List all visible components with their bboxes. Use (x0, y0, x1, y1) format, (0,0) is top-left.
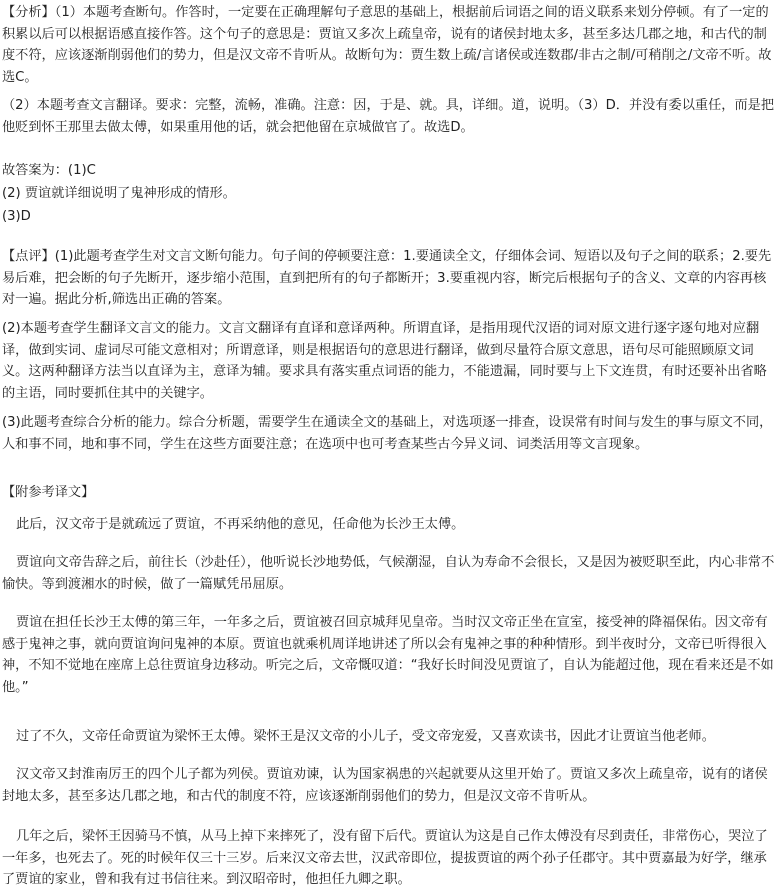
comment-paragraph-1: 【点评】(1)此题考查学生对文言文断句能力。句子间的停顿要注意：1.要通读全文，仔细体会词、短语以及句子之间的联系；2.要先易后难，把会断的句子先断开，逐步缩小范围，直到把所有的句子都断开；3.要重视内容，断完后根据句子的含义、文章的内容再核对一遍。据此分析,筛选出正确的答案。 (2, 249, 772, 307)
comment-paragraph-3: (3)此题考查综合分析的能力。综合分析题，需要学生在通读全文的基础上，对选项逐一排查，设误常有时间与发生的事与原文不同，人和事不同，地和事不同，学生在这些方面要注意；在选项中也可考查某些古今异义词、词类活用等文言现象。 (2, 415, 773, 452)
translation-paragraph-6: 几年之后，梁怀王因骑马不慎，从马上掉下来摔死了，没有留下后代。贾谊认为这是自己作太傅没有尽到责任，非常伤心，哭泣了一年多，也死去了。死的时候年仅三十三岁。后来汉文帝去世，汉武帝即位，提拔贾谊的两个孙子任郡守。其中贾嘉最为好学，继承了贾谊的家业，曾和我有过书信往来。到汉昭帝时，他担任九卿之职。 (2, 829, 768, 887)
translation-paragraph-5: 汉文帝又封淮南厉王的四个儿子都为列侯。贾谊劝谏，认为国家祸患的兴起就要从这里开始了。贾谊又多次上疏皇帝，说有的诸侯封地太多，甚至多达几郡之地，和古代的制度不符，应该逐渐削弱他们的势力，但是汉文帝不肯听从。 (2, 767, 768, 804)
analysis-paragraph-1: 【分析】（1）本题考查断句。作答时，一定要在正确理解句子意思的基础上，根据前后词语之间的语义联系来划分停顿。有了一定的积累以后可以根据语感直接作答。这个句子的意思是：贾谊又多次上疏皇帝，说有的诸侯封地太多，甚至多达几郡之地，和古代的制度不符，应该逐渐削弱他们的势力，但是汉文帝不肯听从。故断句为：贾生数上疏/言诸侯或连数郡/非古之制/可稍削之/文帝不听。故选C。 (2, 5, 772, 85)
answer-line-2: (2) 贾谊就详细说明了鬼神形成的情形。 (2, 186, 236, 201)
translation-paragraph-2: 贾谊向文帝告辞之后，前往长（沙赴任），他听说长沙地势低，气候潮湿，自认为寿命不会很长，又是因为被贬职至此，内心非常不愉快。等到渡湘水的时候，做了一篇赋凭吊屈原。 (2, 555, 775, 592)
answer-line-3: (3)D (2, 209, 31, 224)
translation-paragraph-1: 此后，汉文帝于是就疏远了贾谊，不再采纳他的意见，任命他为长沙王太傅。 (16, 517, 465, 532)
translation-heading: 【附参考译文】 (2, 485, 95, 500)
comment-paragraph-2: (2)本题考查学生翻译文言文的能力。文言文翻译有直译和意译两种。所谓直译，是指用现代汉语的词对原文进行逐字逐句地对应翻译，做到实词、虚词尽可能文意相对；所谓意译，则是根据语句的意思进行翻译，做到尽量符合原文意思，语句尽可能照顾原文词义。这两种翻译方法当以直译为主，意译为辅。要求具有落实重点词语的能力，不能遗漏，同时要与上下文连贯，有时还要补出省略的主语，同时要抓住其中的关键字。 (2, 321, 767, 401)
analysis-paragraph-2: （2）本题考查文言翻译。要求：完整，流畅，准确。注意：因，于是、就。具，详细。道，说明。（3）D．并没有委以重任，而是把他贬到怀王那里去做太傅，如果重用他的话，就会把他留在京城做官了。故选D。 (2, 98, 775, 135)
translation-paragraph-4: 过了不久，文帝任命贾谊为梁怀王太傅。梁怀王是汉文帝的小儿子，受文帝宠爱，又喜欢读书，因此才让贾谊当他老师。 (16, 729, 715, 744)
answer-line-1: 故答案为：(1)C (2, 163, 96, 178)
translation-paragraph-3: 贾谊在担任长沙王太傅的第三年，一年多之后，贾谊被召回京城拜见皇帝。当时汉文帝正坐在宣室，接受神的降福保佑。因文帝有感于鬼神之事，就向贾谊询问鬼神的本原。贾谊也就乘机周详地讲述了所以会有鬼神之事的种种情形。到半夜时分，文帝已听得很入神，不知不觉地在座席上总往贾谊身边移动。听完之后，文帝慨叹道：“我好长时间没见贾谊了，自认为能超过他，现在看来还是不如他。” (2, 615, 774, 695)
